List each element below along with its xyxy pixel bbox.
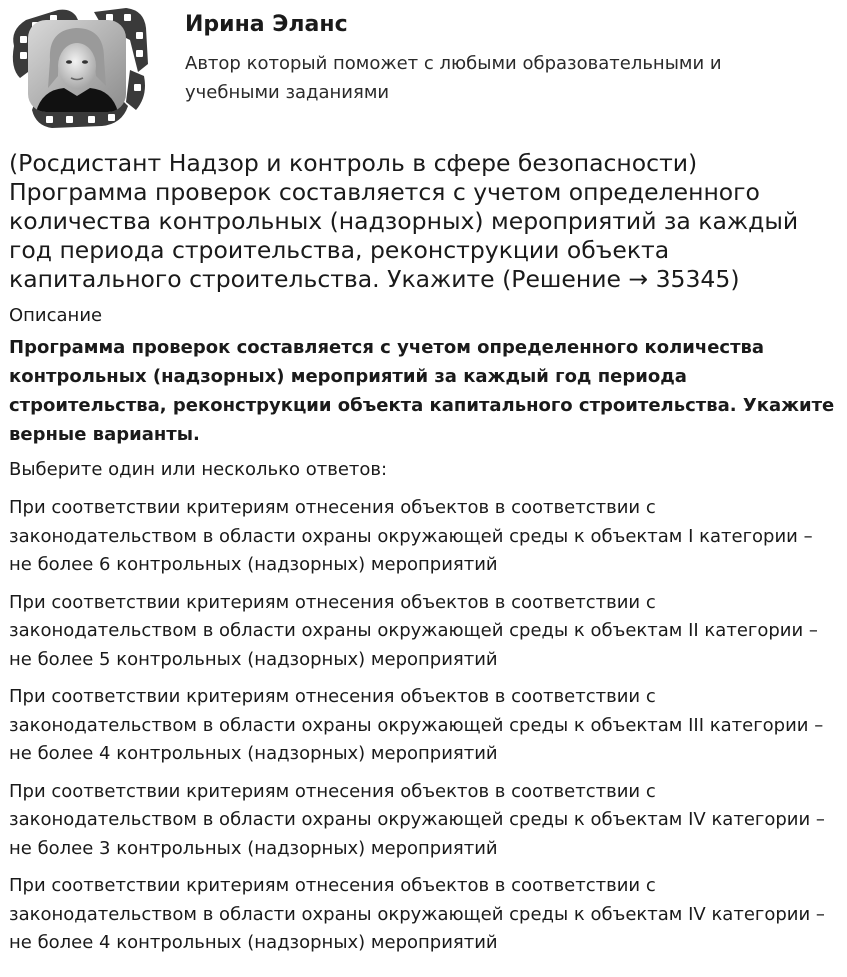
author-name[interactable]: Ирина Эланс: [185, 12, 348, 37]
task-content: [9, 149, 835, 967]
author-description: Автор который поможет с любыми образовательными и учебными заданиями: [185, 53, 722, 103]
author-photo: [28, 20, 126, 112]
answer-option-5: При соответствии критериям отнесения объектов в соответствии с законодательством в области охраны окружающей среды к объектам IV категории – не более 4 контрольных (надзорных) мероприятий: [9, 875, 825, 953]
answer-prompt: Выберите один или несколько ответов:: [9, 459, 388, 480]
task-description: Программа проверок составляется с учетом определенного количества контрольных (надзорных) мероприятий за каждый год периода строительства, реконструкции объекта капитального строительства. Укажите верные варианты.: [9, 337, 835, 445]
answer-option-3: При соответствии критериям отнесения объектов в соответствии с законодательством в области охраны окружающей среды к объектам III категории – не более 4 контрольных (надзорных) мероприятий: [9, 686, 824, 764]
description-label: Описание: [9, 305, 103, 326]
answer-options: [9, 494, 835, 958]
author-avatar[interactable]: [6, 6, 152, 130]
answer-option-1: При соответствии критериям отнесения объектов в соответствии с законодательством в области охраны окружающей среды к объектам I категории – не более 6 контрольных (надзорных) мероприятий: [9, 497, 813, 575]
answer-option-4: При соответствии критериям отнесения объектов в соответствии с законодательством в области охраны окружающей среды к объектам IV категории – не более 3 контрольных (надзорных) мероприятий: [9, 780, 825, 859]
author-card: [0, 0, 847, 140]
task-title: (Росдистант Надзор и контроль в сфере безопасности) Программа проверок составляется с учетом определенного количества контрольных (надзорных) мероприятий за каждый год периода строительства, реконструкции объекта капитального строительства. Укажите (Решение → 35345): [9, 149, 799, 293]
answer-option-2: При соответствии критериям отнесения объектов в соответствии с законодательством в области охраны окружающей среды к объектам II категории – не более 5 контрольных (надзорных) мероприятий: [9, 591, 818, 670]
